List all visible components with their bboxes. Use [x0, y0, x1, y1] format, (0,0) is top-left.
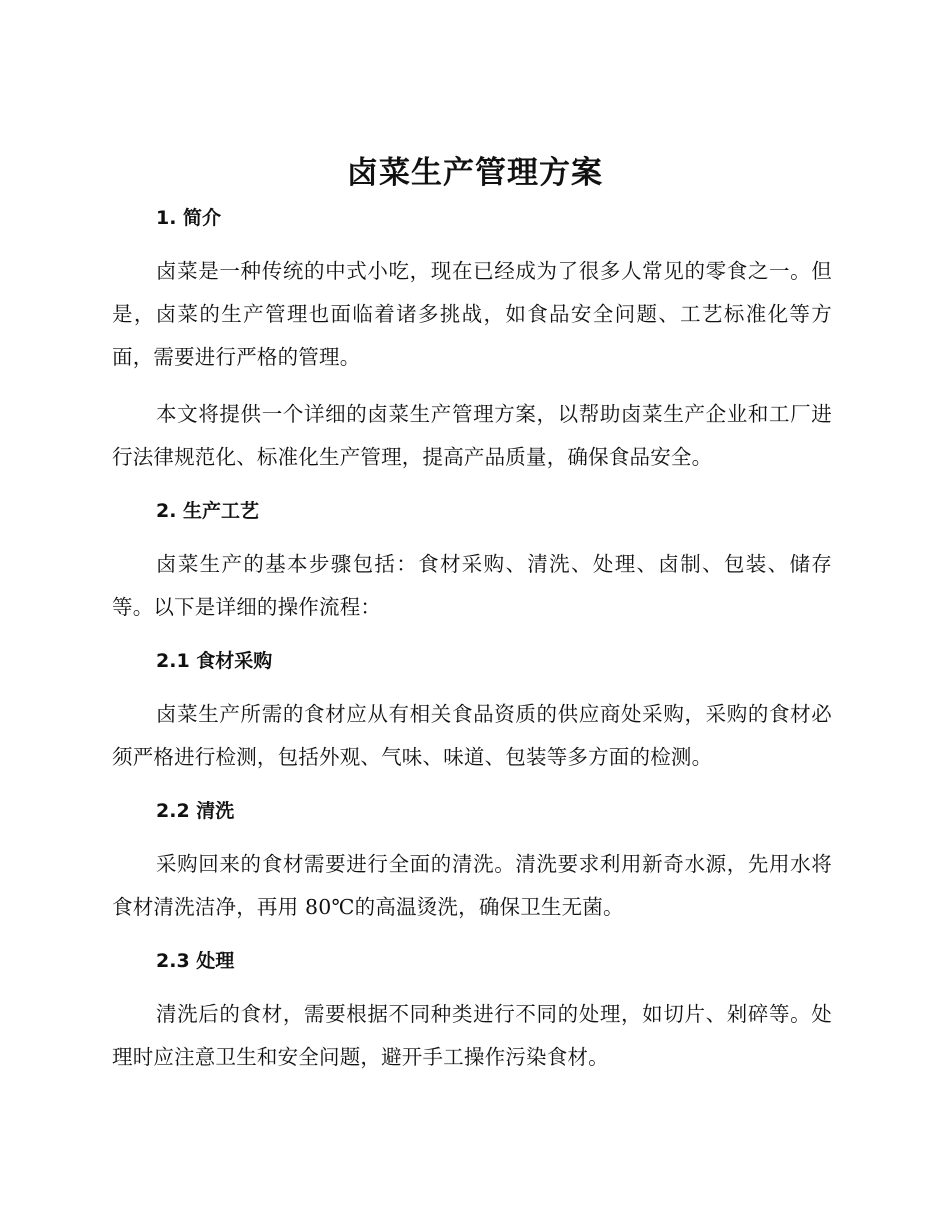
- section-heading-processing: 2.3 处理: [156, 950, 235, 972]
- paragraph: 采购回来的食材需要进行全面的清洗。清洗要求利用新奇水源，先用水将食材清洗洁净，再用 80℃的高温烫洗，确保卫生无菌。: [112, 852, 832, 919]
- paragraph: 清洗后的食材，需要根据不同种类进行不同的处理，如切片、剁碎等。处理时应注意卫生和安全问题，避开手工操作污染食材。: [112, 1002, 832, 1069]
- section-heading-intro: 1. 简介: [156, 207, 222, 229]
- section-heading-process: 2. 生产工艺: [156, 500, 260, 522]
- paragraph: 卤菜生产所需的食材应从有相关食品资质的供应商处采购，采购的食材必须严格进行检测，包括外观、气味、味道、包装等多方面的检测。: [112, 702, 832, 769]
- section-heading-sourcing: 2.1 食材采购: [156, 650, 273, 672]
- paragraph: 本文将提供一个详细的卤菜生产管理方案，以帮助卤菜生产企业和工厂进行法律规范化、标准化生产管理，提高产品质量，确保食品安全。: [112, 402, 832, 469]
- document-body: [112, 200, 832, 1079]
- paragraph: 卤菜生产的基本步骤包括：食材采购、清洗、处理、卤制、包装、储存等。以下是详细的操作流程：: [112, 552, 832, 619]
- document-title: 卤菜生产管理方案: [347, 155, 603, 191]
- paragraph: 卤菜是一种传统的中式小吃，现在已经成为了很多人常见的零食之一。但是，卤菜的生产管理也面临着诸多挑战，如食品安全问题、工艺标准化等方面，需要进行严格的管理。: [112, 259, 832, 369]
- section-heading-cleaning: 2.2 清洗: [156, 800, 235, 822]
